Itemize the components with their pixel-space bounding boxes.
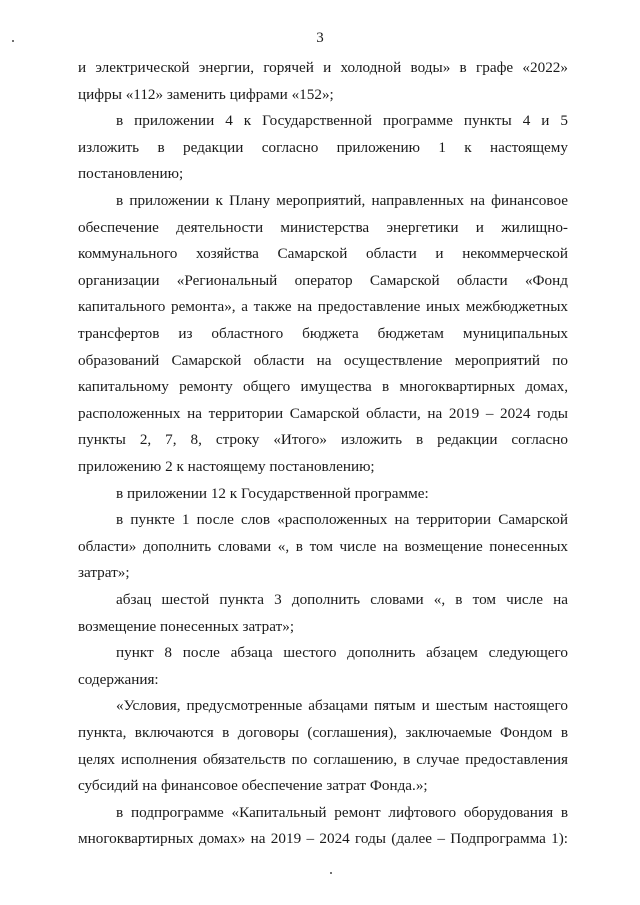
text-line: абзац шестой пункта 3 дополнить словами «, в том числе на xyxy=(116,591,568,608)
text-line: капитальному ремонту общего имущества в многоквартирных домах, xyxy=(78,378,568,396)
text-line: в приложении 12 к Государственной программе: xyxy=(116,484,429,502)
text-line: «Условия, предусмотренные абзацами пятым и шестым настоящего xyxy=(116,697,568,715)
text-line: области» дополнить словами «, в том числе на возмещение понесенных xyxy=(78,537,568,555)
text-line: постановлению; xyxy=(78,165,184,183)
text-line: многоквартирных домах» на 2019 – 2024 годы (далее – Подпрограмма 1): xyxy=(78,830,568,848)
text-line: целях исполнения обязательств по соглашению, в случае предоставления xyxy=(78,750,568,768)
text-line: возмещение понесенных затрат»; xyxy=(78,617,295,635)
text-line: затрат»; xyxy=(78,564,130,582)
text-line: обеспечение деятельности министерства энергетики и жилищно- xyxy=(78,218,568,236)
text-line: цифры «112» заменить цифрами «152»; xyxy=(78,85,334,103)
text-line: образований Самарской области на осуществление мероприятий по xyxy=(78,351,568,369)
text-line: в пункте 1 после слов «расположенных на территории Самарской xyxy=(116,511,568,529)
text-line: коммунального хозяйства Самарской области и некоммерческой xyxy=(78,245,568,263)
text-line: расположенных на территории Самарской области, на 2019 – 2024 годы xyxy=(78,404,568,422)
scan-speck xyxy=(330,872,332,874)
text-line: содержания: xyxy=(78,670,159,688)
page-number: 3 xyxy=(316,30,324,46)
text-line: приложению 2 к настоящему постановлению; xyxy=(78,458,375,475)
text-line: трансфертов из областного бюджета бюджетам муниципальных xyxy=(78,325,568,342)
text-line: пункта, включаются в договоры (соглашения), заключаемые Фондом в xyxy=(78,724,568,741)
text-line: пункт 8 после абзаца шестого дополнить абзацем следующего xyxy=(116,644,568,662)
text-line: организации «Региональный оператор Самарской области «Фонд xyxy=(78,271,568,289)
text-line: изложить в редакции согласно приложению 1 к настоящему xyxy=(78,138,568,156)
text-line: субсидий на финансовое обеспечение затрат Фонда.»; xyxy=(78,777,428,795)
scan-speck xyxy=(12,40,14,42)
text-line: капитального ремонта», а также на предоставление иных межбюджетных xyxy=(78,298,568,316)
text-line: в приложении 4 к Государственной программе пункты 4 и 5 xyxy=(116,112,568,130)
text-line: и электрической энергии, горячей и холодной воды» в графе «2022» xyxy=(78,59,568,76)
text-line: в подпрограмме «Капитальный ремонт лифтового оборудования в xyxy=(116,803,568,821)
text-line: в приложении к Плану мероприятий, направленных на финансовое xyxy=(116,192,568,209)
text-line: пункты 2, 7, 8, строку «Итого» изложить в редакции согласно xyxy=(78,431,568,449)
